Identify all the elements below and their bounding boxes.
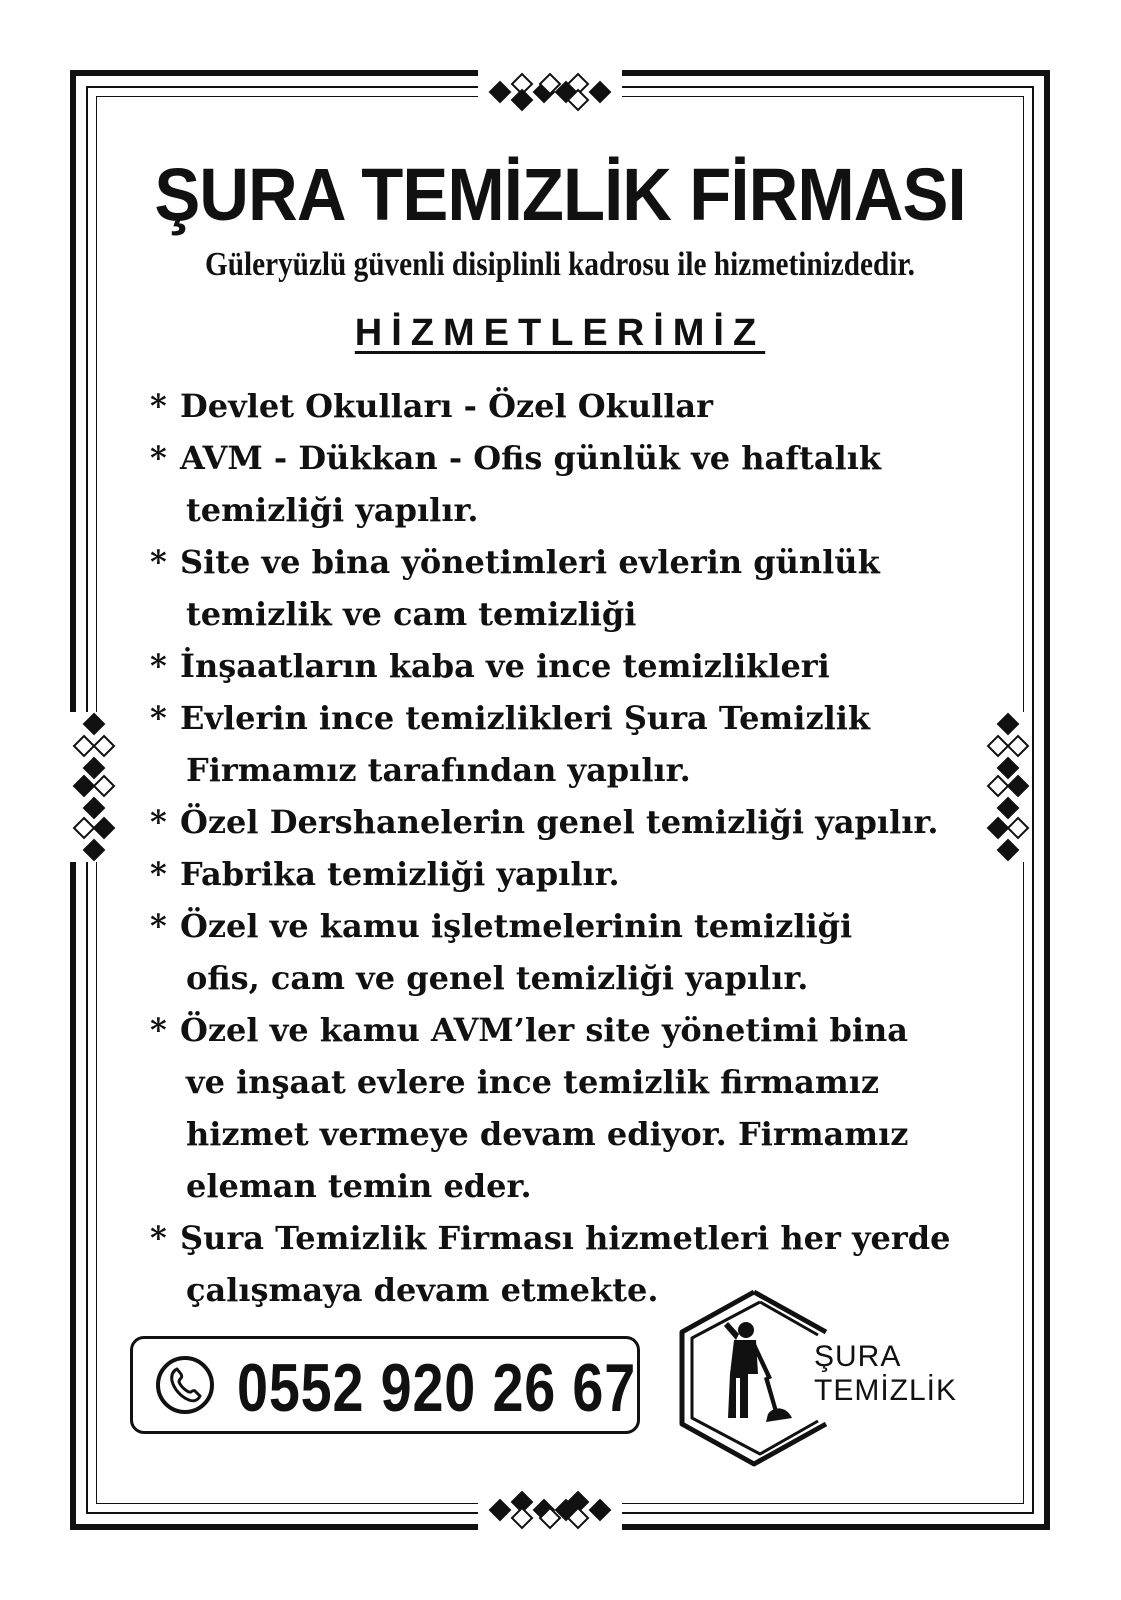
service-text: Site ve bina yönetimleri evlerin günlük bbox=[180, 543, 880, 581]
service-item bbox=[150, 848, 970, 900]
services-heading bbox=[96, 312, 1024, 355]
bullet-asterisk: * bbox=[150, 439, 167, 477]
service-item bbox=[150, 1212, 970, 1264]
service-item bbox=[150, 536, 970, 588]
service-item-continuation bbox=[150, 484, 970, 536]
bullet-asterisk: * bbox=[150, 699, 167, 737]
logo-wordmark bbox=[814, 1340, 957, 1408]
logo-line-1: ŞURA bbox=[814, 1340, 902, 1373]
service-text: Özel ve kamu işletmelerinin temizliği bbox=[180, 907, 853, 945]
service-text: eleman temin eder. bbox=[186, 1167, 532, 1205]
service-item-continuation bbox=[150, 1160, 970, 1212]
service-text: Evlerin ince temizlikleri Şura Temizlik bbox=[180, 699, 871, 737]
service-item-continuation bbox=[150, 1108, 970, 1160]
service-item bbox=[150, 692, 970, 744]
service-item bbox=[150, 900, 970, 952]
bullet-asterisk: * bbox=[150, 1011, 167, 1049]
service-text: Fabrika temizliği yapılır. bbox=[180, 855, 620, 893]
service-text: hizmet vermeye devam ediyor. Firmamız bbox=[186, 1115, 909, 1153]
service-text: Şura Temizlik Firması hizmetleri her yerde bbox=[180, 1219, 951, 1257]
service-item bbox=[150, 432, 970, 484]
cleaner-with-broom-icon bbox=[724, 1322, 792, 1422]
services-list bbox=[150, 380, 970, 1316]
service-text: Özel ve kamu AVM’ler site yönetimi bina bbox=[180, 1011, 909, 1049]
services-heading-text: HİZMETLERİMİZ bbox=[354, 312, 766, 354]
service-item-continuation bbox=[150, 588, 970, 640]
phone-number[interactable]: 0552 920 26 67 bbox=[237, 1350, 637, 1426]
bullet-asterisk: * bbox=[150, 543, 167, 581]
service-text: temizliği yapılır. bbox=[186, 491, 479, 529]
service-item bbox=[150, 380, 970, 432]
service-item bbox=[150, 640, 970, 692]
service-text: İnşaatların kaba ve ince temizlikleri bbox=[180, 647, 830, 685]
service-text: temizlik ve cam temizliği bbox=[186, 595, 637, 633]
bullet-asterisk: * bbox=[150, 1219, 167, 1257]
service-item bbox=[150, 796, 970, 848]
service-item bbox=[150, 1004, 970, 1056]
phone-icon bbox=[155, 1355, 215, 1415]
bullet-asterisk: * bbox=[150, 907, 167, 945]
service-text: Özel Dershanelerin genel temizliği yapılır. bbox=[180, 803, 939, 841]
bullet-asterisk: * bbox=[150, 647, 167, 685]
phone-box[interactable] bbox=[130, 1336, 640, 1434]
service-item-continuation bbox=[150, 952, 970, 1004]
service-text: Devlet Okulları - Özel Okullar bbox=[180, 387, 713, 425]
service-item-continuation bbox=[150, 1056, 970, 1108]
bullet-asterisk: * bbox=[150, 803, 167, 841]
top-diamond-ornament bbox=[478, 70, 622, 114]
service-text: AVM - Dükkan - Ofis günlük ve haftalık bbox=[180, 439, 882, 477]
bullet-asterisk: * bbox=[150, 387, 167, 425]
bullet-asterisk: * bbox=[150, 855, 167, 893]
service-item-continuation bbox=[150, 744, 970, 796]
bottom-diamond-ornament bbox=[478, 1488, 622, 1532]
company-tagline: Güleryüzlü güvenli disiplinli kadrosu ile hizmetinizdedir. bbox=[204, 246, 916, 283]
right-diamond-ornament bbox=[984, 712, 1032, 862]
left-diamond-ornament bbox=[70, 712, 118, 862]
logo-line-2: TEMİZLİK bbox=[814, 1374, 958, 1407]
company-title: ŞURA TEMİZLİK FİRMASI bbox=[154, 153, 966, 236]
service-text: ve inşaat evlere ince temizlik firmamız bbox=[186, 1063, 880, 1101]
service-text: Firmamız tarafından yapılır. bbox=[186, 751, 691, 789]
service-text: çalışmaya devam etmekte. bbox=[186, 1271, 659, 1309]
service-text: ofis, cam ve genel temizliği yapılır. bbox=[186, 959, 809, 997]
